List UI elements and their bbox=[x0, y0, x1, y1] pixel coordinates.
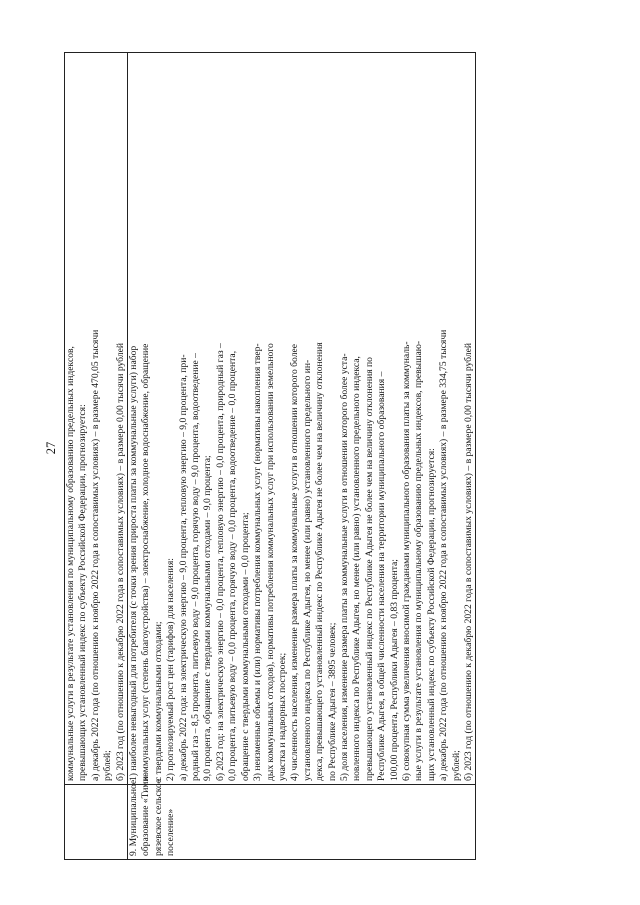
text-line: 100,00 процента, Республики Адыгея – 0,83 процента; bbox=[388, 559, 400, 781]
municipality-table bbox=[64, 52, 476, 860]
text-line: б) 2023 год (по отношению к декабрю 2022 года в сопоставимых условиях) – в размере 0,00 тысячи рублей bbox=[463, 342, 474, 781]
text-line: ные услуги в результате установления по муниципальному образованию предельных индексов, превышаю- bbox=[413, 340, 425, 781]
text-line: участка и надворных построек; bbox=[276, 652, 288, 781]
text-line: а) декабрь 2022 года (по отношению к ноябрю 2022 года в сопоставимых условиях) – в размере 334,75 тысячи bbox=[438, 329, 450, 781]
text-line: декса, превышающего установленный индекс по Республике Адыгея не более чем на величину отклонения bbox=[314, 342, 326, 781]
text-line: превышающего установленный индекс по Республике Адыгея не более чем на величину отклонения по bbox=[363, 357, 375, 781]
text-line: коммунальных услуг (степень благоустройства) – электроснабжение, холодное водоснабжение, обращение bbox=[140, 343, 152, 781]
municipality-name-cell bbox=[128, 773, 476, 860]
text-line: рублей; bbox=[102, 750, 114, 781]
text-line: 9,0 процента, обращение с твердыми коммунальными отходами – 9,0 процента; bbox=[202, 455, 214, 781]
text-line: Республике Адыгея, в общей численности населения на территории муниципального образования – bbox=[376, 371, 388, 781]
text-line: а) декабрь 2022 года: на электрическую энергию – 9,0 процента, тепловую энергию – 9,0 процента, при- bbox=[177, 354, 189, 781]
text-line: обращение с твердыми коммунальными отходами – 0,0 процента; bbox=[239, 512, 251, 781]
text-line: б) 2023 год: на электрическую энергию – 0,0 процента, тепловую энергию – 0,0 процента, природный газ – bbox=[214, 343, 226, 781]
text-line: 5) доля населения, изменение размера платы за коммунальные услуги в отношении которого более уста- bbox=[338, 353, 350, 781]
text-line: 0,0 процента, питьевую воду – 0,0 процента, горячую воду – 0,0 процента, водоотведение – 0,0 процента, bbox=[227, 350, 239, 781]
municipality-name-line: образование «Тими- bbox=[140, 773, 152, 856]
text-line: дых коммунальных отходов), нормативы потребления коммунальных услуг при использовании земельного bbox=[264, 343, 276, 781]
municipality-name-line: поселение» bbox=[165, 808, 177, 856]
text-line: коммунальные услуги в результате установления по муниципальному образованию предельных индексов, bbox=[65, 346, 76, 781]
text-line: родный газ – 8,5 процента, питьевую воду – 9,0 процента, горячую воду – 9,0 процента, водоотведение – bbox=[190, 353, 202, 781]
text-line: 2) прогнозируемый рост цен (тарифов) для населения: bbox=[165, 558, 177, 781]
municipality-name-line: рязевское сельское bbox=[152, 778, 164, 856]
page-number: 27 bbox=[44, 441, 58, 455]
municipality-text-cell bbox=[128, 53, 476, 785]
text-line: новленного индекса по Республике Адыгея, но менее (или равно) установленного предельного индекса, bbox=[351, 356, 363, 781]
municipality-name-line: 9. Муниципальное bbox=[128, 779, 140, 856]
text-line: б) 2023 год (по отношению к декабрю 2022 года в сопоставимых условиях) – в размере 0,00 тысячи рублей bbox=[114, 342, 126, 781]
continuation-text-cell bbox=[65, 53, 128, 785]
rotated-page-content bbox=[64, 60, 564, 860]
text-line: превышающих установленный индекс по субъекту Российской Федерации, прогнозируется: bbox=[77, 404, 89, 781]
continuation-name-cell bbox=[65, 785, 128, 860]
text-line: 4) численность населения, изменение размера платы за коммунальные услуги в отношении которого более bbox=[289, 344, 301, 781]
text-line: а) декабрь 2022 года (по отношению к ноябрю 2022 года в сопоставимых условиях) – в размере 470,05 тысячи bbox=[89, 329, 101, 781]
text-line: 3) неизменные объемы и (или) нормативы потребления коммунальных услуг (нормативы накопления твер- bbox=[252, 343, 264, 781]
text-line: 6) совокупная сумма увеличения вносимой гражданами муниципального образования платы за коммуналь- bbox=[400, 341, 412, 781]
text-line: установленного индекса по Республике Адыгея, но менее (или равно) установленного предельного ин- bbox=[301, 359, 313, 781]
text-line: 1) наиболее невыгодный для потребителя (с точки зрения прироста платы за коммунальные услуги) набор bbox=[128, 345, 140, 781]
text-line: по Республике Адыгея – 3895 человек; bbox=[326, 622, 338, 781]
text-line: рублей; bbox=[450, 750, 462, 781]
table-row-continuation bbox=[65, 53, 128, 860]
table-row-municipality-9 bbox=[128, 53, 476, 860]
text-line: щих установленный индекс по субъекту Российской Федерации, прогнозируется: bbox=[425, 448, 437, 781]
text-line: с твердыми коммунальными отходами; bbox=[152, 621, 164, 781]
